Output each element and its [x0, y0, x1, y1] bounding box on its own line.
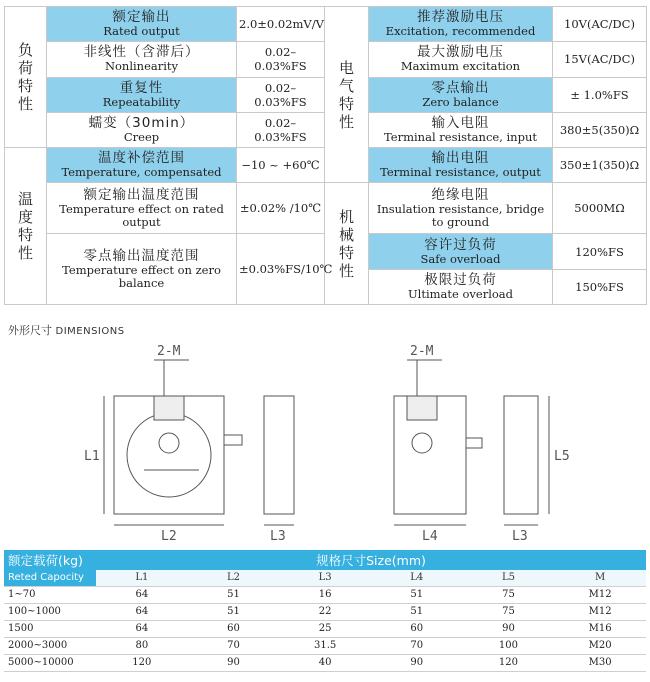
l3-label: L3 [270, 529, 286, 544]
size-cell: 22 [279, 603, 371, 620]
group-char: 械 [338, 225, 354, 244]
param-en: Creep [123, 129, 160, 144]
size-cell: 31.5 [279, 637, 371, 654]
size-column-header: L3 [279, 570, 371, 586]
right-param-value: 5000MΩ [553, 183, 647, 234]
param-cn: 重复性 [119, 79, 164, 96]
size-cell: 64 [96, 586, 188, 603]
group-char: 特 [338, 94, 354, 113]
drawing-side-left [264, 396, 294, 525]
right-param-name [369, 77, 553, 112]
group-char: 机 [338, 207, 354, 226]
right-param-value: 15V(AC/DC) [553, 42, 647, 77]
dimension-column-row [4, 570, 646, 586]
param-cn: 绝缘电阻 [431, 186, 490, 203]
size-cell: 100 [463, 637, 555, 654]
drawing-front-right [394, 360, 482, 525]
param-cn: 蠕变（30min） [88, 114, 195, 131]
param-en: Temperature, compensated [61, 165, 222, 180]
size-cell: 60 [371, 620, 463, 637]
param-cn: 非线性（含滞后） [83, 44, 200, 61]
right-param-name [369, 148, 553, 183]
spec-table [4, 6, 647, 305]
left-hole [159, 433, 179, 453]
left-group-label [5, 148, 47, 305]
param-cn: 极限过负荷 [424, 271, 497, 288]
group-char: 特 [17, 226, 33, 245]
right-param-name [369, 112, 553, 147]
l5-label: L5 [554, 449, 570, 464]
right-param-value: 120%FS [553, 234, 647, 269]
load-cell: 2000~3000 [4, 637, 96, 654]
right-param-name [369, 234, 553, 269]
size-cell: 51 [188, 603, 280, 620]
left-group-label [5, 7, 47, 148]
size-column-header: L1 [96, 570, 188, 586]
param-en: Temperature effect on zero balance [62, 262, 221, 290]
size-cell: 51 [188, 586, 280, 603]
left-param-value: 2.0±0.02mV/V [237, 7, 325, 42]
param-en: Safe overload [420, 251, 501, 266]
size-cell: M12 [554, 603, 646, 620]
group-char: 性 [17, 244, 33, 263]
left-thread-top [154, 396, 184, 420]
size-cell: 64 [96, 620, 188, 637]
size-cell: 70 [188, 637, 280, 654]
size-cell: 90 [188, 654, 280, 671]
table-row [4, 654, 646, 671]
right-hole [412, 433, 432, 453]
param-en: Zero balance [422, 94, 499, 109]
size-cell: M12 [554, 586, 646, 603]
size-cell: 80 [96, 637, 188, 654]
size-cell: 70 [371, 637, 463, 654]
right-side-view [504, 396, 538, 514]
param-en: Ultimate overload [407, 286, 514, 301]
l3b-label: L3 [512, 529, 528, 544]
size-column-header: L2 [188, 570, 280, 586]
right-param-value: 150%FS [553, 269, 647, 304]
left-param-value: −10 ~ +60℃ [237, 148, 325, 183]
drawing-front-left [104, 360, 242, 525]
param-en: Terminal resistance, output [380, 165, 541, 180]
group-char: 负 [17, 41, 33, 60]
size-cell: 40 [279, 654, 371, 671]
left-param-value: 0.02–0.03%FS [237, 42, 325, 77]
right-group-label [325, 7, 369, 183]
size-cell: M16 [554, 620, 646, 637]
param-en: Rated output [103, 24, 180, 39]
dimensions-title-en: DIMENSIONS [55, 326, 125, 337]
dimensions-title-cn: 外形尺寸 [8, 324, 52, 337]
size-cell: M30 [554, 654, 646, 671]
load-cell: 1~70 [4, 586, 96, 603]
left-param-name [47, 77, 237, 112]
size-cell: 51 [371, 586, 463, 603]
group-char: 度 [17, 208, 33, 227]
param-en: Terminal resistance, input [384, 129, 537, 144]
left-param-value: ±0.03%FS/10℃ [237, 234, 325, 305]
dimension-drawings [4, 330, 646, 550]
l2-label: L2 [161, 529, 177, 544]
dimension-table-header [4, 550, 646, 570]
param-cn: 额定输出温度范围 [83, 186, 200, 203]
group-char: 温 [17, 190, 33, 209]
left-param-name [47, 183, 237, 234]
spec-table-container [4, 6, 646, 305]
table-row [4, 620, 646, 637]
param-cn: 最大激励电压 [417, 44, 504, 61]
group-char: 性 [338, 112, 354, 131]
left-param-name [47, 7, 237, 42]
size-cell: 16 [279, 586, 371, 603]
left-param-value: 0.02–0.03%FS [237, 112, 325, 147]
left-cable [224, 435, 242, 445]
param-en: Repeatability [102, 94, 181, 109]
right-param-value: 350±1(350)Ω [553, 148, 647, 183]
group-char: 特 [338, 243, 354, 262]
param-cn: 零点输出 [431, 79, 490, 96]
param-cn: 温度补偿范围 [98, 150, 185, 167]
param-cn: 推荐激励电压 [417, 9, 504, 26]
l4-label: L4 [422, 529, 438, 544]
size-cell: 51 [371, 603, 463, 620]
right-param-name [369, 269, 553, 304]
size-cell: 64 [96, 603, 188, 620]
load-cell: 1500 [4, 620, 96, 637]
load-column-header: 额定载荷(kg) [4, 550, 96, 570]
left-ring [127, 413, 211, 497]
load-cell: 5000~10000 [4, 654, 96, 671]
spec-row [5, 183, 647, 234]
thread-label-left: 2-M [157, 344, 181, 359]
param-en: Insulation resistance, bridge to ground [376, 201, 545, 229]
group-char: 荷 [17, 59, 33, 78]
size-cell: 75 [463, 603, 555, 620]
right-param-value: ± 1.0%FS [553, 77, 647, 112]
load-column-header-en: Reted Capocity [4, 570, 96, 586]
param-cn: 输入电阻 [431, 114, 490, 131]
right-group-label [325, 183, 369, 305]
size-cell: 25 [279, 620, 371, 637]
group-char: 性 [17, 95, 33, 114]
thread-label-right: 2-M [410, 344, 434, 359]
right-cable [466, 438, 482, 448]
size-cell: 120 [463, 654, 555, 671]
size-cell: M20 [554, 637, 646, 654]
size-column-header: M [554, 570, 646, 586]
param-en: Maximum excitation [400, 59, 521, 74]
param-en: Nonlinearity [104, 59, 179, 74]
left-param-name [47, 148, 237, 183]
right-param-name [369, 183, 553, 234]
param-cn: 输出电阻 [431, 150, 490, 167]
group-char: 气 [338, 76, 354, 95]
right-thread-top [407, 396, 437, 420]
right-param-value: 10V(AC/DC) [553, 7, 647, 42]
left-param-name [47, 112, 237, 147]
left-side-view [264, 396, 294, 514]
table-row [4, 603, 646, 620]
drawing-side-right [504, 396, 549, 525]
size-cell: 90 [463, 620, 555, 637]
right-param-value: 380±5(350)Ω [553, 112, 647, 147]
left-param-value: ±0.02% /10℃ [237, 183, 325, 234]
dimension-table-container [4, 550, 646, 672]
param-cn: 容许过负荷 [424, 236, 497, 253]
size-column-header: L4 [371, 570, 463, 586]
table-row [4, 637, 646, 654]
param-cn: 额定输出 [112, 9, 171, 26]
group-char: 电 [338, 58, 354, 77]
size-group-header: 规格尺寸Size(mm) [96, 550, 646, 570]
group-char: 性 [338, 261, 354, 280]
size-cell: 75 [463, 586, 555, 603]
size-cell: 60 [188, 620, 280, 637]
right-param-name [369, 42, 553, 77]
param-en: Excitation, recommended [385, 24, 536, 39]
param-en: Temperature effect on rated output [59, 201, 224, 229]
table-row [4, 586, 646, 603]
right-param-name [369, 7, 553, 42]
group-char: 特 [17, 77, 33, 96]
dimension-table [4, 550, 646, 672]
left-param-value: 0.02–0.03%FS [237, 77, 325, 112]
left-param-name [47, 42, 237, 77]
size-cell: 90 [371, 654, 463, 671]
param-cn: 零点输出温度范围 [83, 247, 200, 264]
spec-row [5, 7, 647, 42]
l1-label: L1 [84, 449, 100, 464]
left-param-name [47, 234, 237, 305]
size-column-header: L5 [463, 570, 555, 586]
load-cell: 100~1000 [4, 603, 96, 620]
size-cell: 120 [96, 654, 188, 671]
